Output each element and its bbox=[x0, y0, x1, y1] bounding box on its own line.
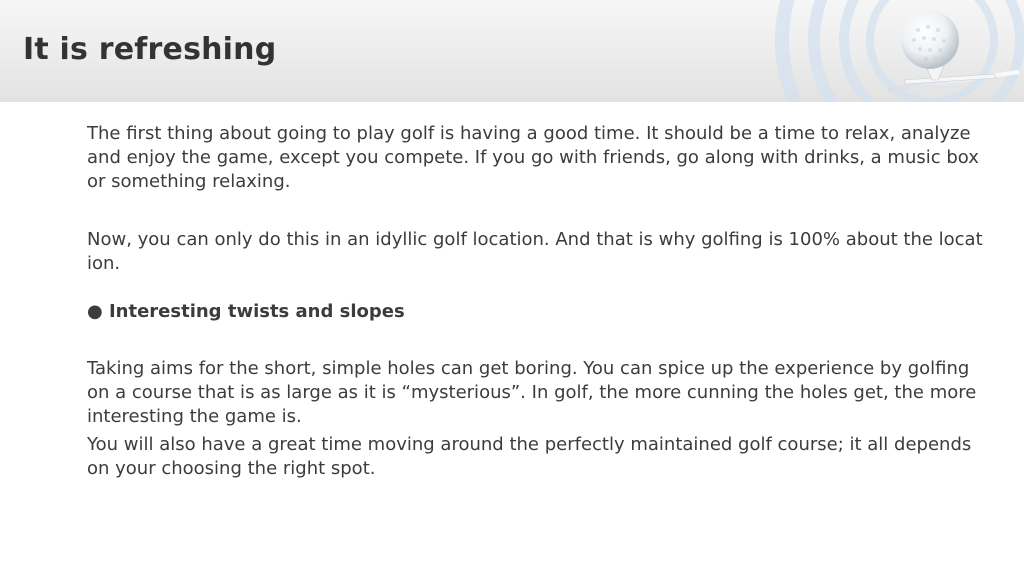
paragraph-intro: The first thing about going to play golf is having a good time. It should be a time to relax, analyze and enjoy the game, except you compete. If you go with friends, go along with drinks, a music box or something relaxing. bbox=[87, 123, 979, 192]
golf-ball-on-tee-icon bbox=[690, 0, 1024, 102]
paragraph-twists: Taking aims for the short, simple holes can get boring. You can spice up the experience by golfing on a course that is as large as it is “mysterious”. In golf, the more cunning the holes get, the more interesting the game is. bbox=[87, 358, 977, 427]
slide-title: It is refreshing bbox=[23, 32, 277, 67]
bullet-heading: ● Interesting twists and slopes bbox=[87, 301, 405, 322]
slide-body bbox=[87, 122, 985, 481]
paragraph-closing: You will also have a great time moving around the perfectly maintained golf course; it all depends on your choosing the right spot. bbox=[87, 434, 972, 479]
slide-header bbox=[0, 0, 1024, 102]
paragraph-location: Now, you can only do this in an idyllic golf location. And that is why golfing is 100% about the location. bbox=[87, 229, 983, 274]
